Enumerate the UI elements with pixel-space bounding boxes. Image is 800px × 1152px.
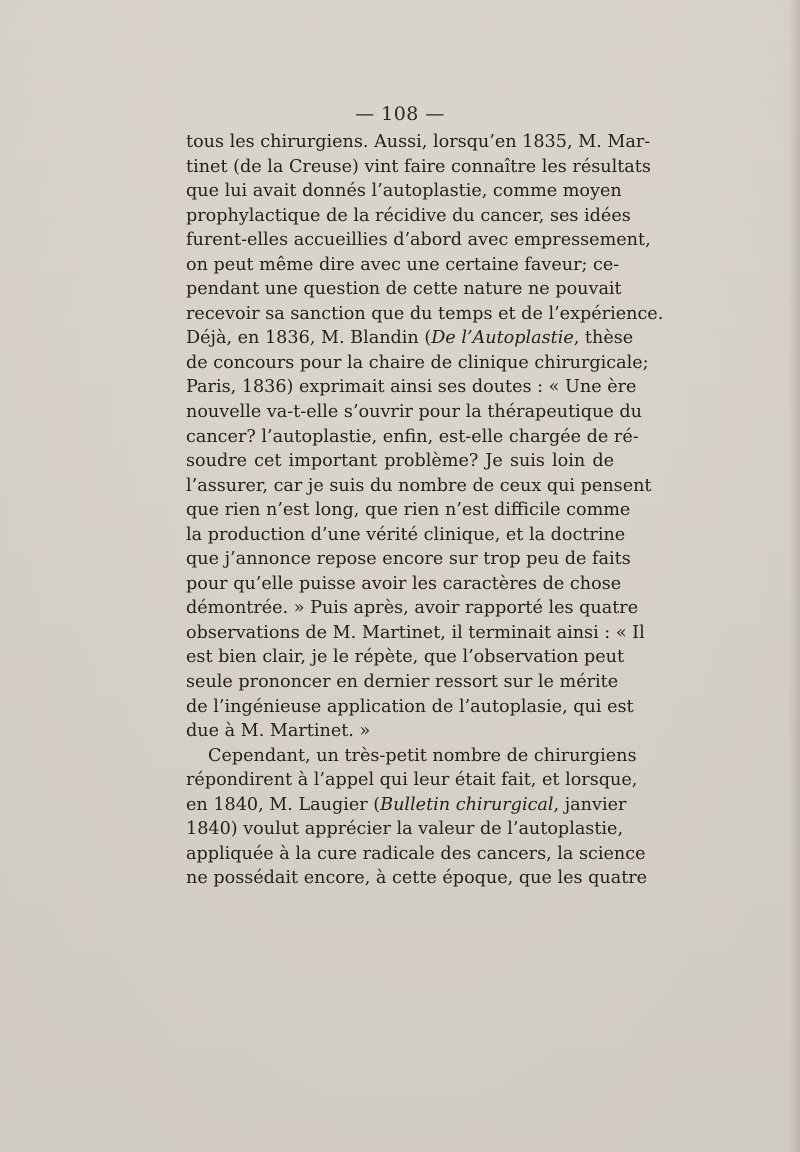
text-line: l’assurer, car je suis du nombre de ceux qui pensent [186, 475, 652, 496]
text-line: cancer? l’autoplastie, enfin, est-elle chargée de ré- [186, 426, 639, 447]
text-line: ne possédait encore, à cette époque, que les quatre [186, 868, 648, 889]
text-line: due à M. Martinet. » [186, 721, 371, 742]
text-line: 1840) voulut apprécier la valeur de l’autoplastie, [186, 819, 624, 840]
text-line: que lui avait donnés l’autoplastie, comme moyen [186, 181, 622, 202]
text-line: on peut même dire avec une certaine faveur; ce- [186, 254, 620, 275]
text-line: Cependant, un très-petit nombre de chirurgiens [208, 745, 637, 766]
text-line: recevoir sa sanction que du temps et de l’expérience. [186, 303, 664, 324]
text-line: pendant une question de cette nature ne pouvait [186, 279, 622, 300]
text-segment: , janvier [553, 794, 627, 815]
text-segment: en 1840, M. Laugier ( [186, 794, 381, 815]
text-line: tous les chirurgiens. Aussi, lorsqu’en 1835, M. Mar- [186, 132, 651, 152]
text-line: tinet (de la Creuse) vint faire connaître les résultats [186, 156, 651, 177]
text-line: que rien n’est long, que rien n’est difficile comme [186, 500, 631, 521]
text-line: appliquée à la cure radicale des cancers, la science [186, 843, 646, 864]
text-line: est bien clair, je le répète, que l’observation peut [186, 647, 625, 668]
text-line: répondirent à l’appel qui leur était fait, et lorsque, [186, 770, 638, 791]
text-line: furent-elles accueillies d’abord avec empressement, [186, 230, 651, 251]
text-line [186, 326, 634, 351]
text-line: démontrée. » Puis après, avoir rapporté les quatre [186, 598, 639, 619]
text-line: nouvelle va-t-elle s’ouvrir pour la thérapeutique du [186, 402, 642, 423]
text-line: de l’ingénieuse application de l’autoplasie, qui est [186, 696, 634, 717]
text-line [186, 793, 627, 818]
text-line: soudre cet important problème? Je suis loin de [186, 451, 614, 472]
text-line: seule prononcer en dernier ressort sur le mérite [186, 672, 619, 693]
text-line: prophylactique de la récidive du cancer, ses idées [186, 205, 631, 226]
italic-title: De l’Autoplastie [431, 328, 574, 349]
text-line: Paris, 1836) exprimait ainsi ses doutes : « Une ère [186, 377, 637, 398]
body-text [186, 130, 664, 891]
page-number: — 108 — [355, 103, 445, 125]
page-edge-shadow [788, 0, 800, 1152]
italic-title: Bulletin chirurgical [380, 794, 554, 815]
text-line: pour qu’elle puisse avoir les caractères de chose [186, 573, 622, 594]
text-line: observations de M. Martinet, il terminait ainsi : « Il [186, 622, 645, 643]
text-segment: Déjà, en 1836, M. Blandin ( [186, 328, 432, 349]
text-line: que j’annonce repose encore sur trop peu de faits [186, 549, 631, 570]
text-segment: , thèse [573, 328, 634, 349]
text-line: de concours pour la chaire de clinique chirurgicale; [186, 352, 649, 373]
text-line: la production d’une vérité clinique, et la doctrine [186, 524, 626, 545]
